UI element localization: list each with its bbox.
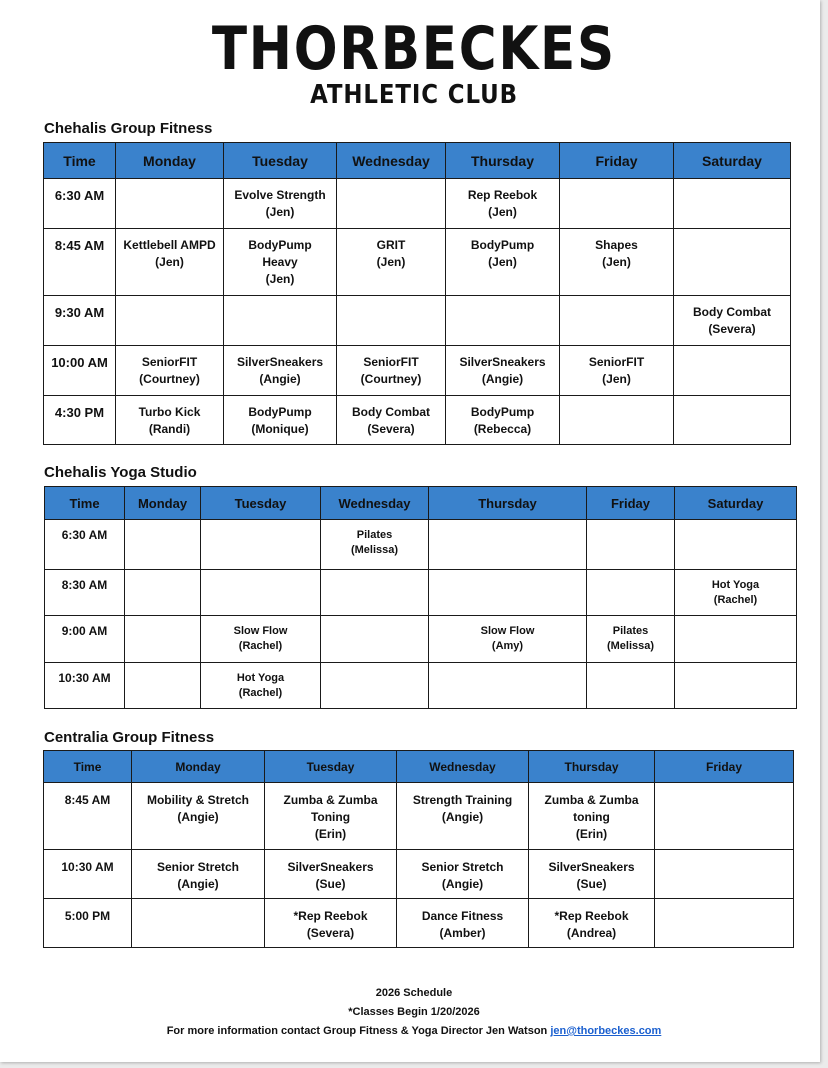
class-cell <box>337 396 446 445</box>
section-title-chehalis-group-fitness: Chehalis Group Fitness <box>44 120 213 137</box>
class-cell-line: BodyPump <box>470 238 535 252</box>
class-cell <box>224 179 337 229</box>
empty-cell <box>560 296 674 346</box>
empty-cell <box>125 570 201 616</box>
time-cell: 8:45 AM <box>44 783 132 850</box>
empty-cell <box>116 296 224 346</box>
class-cell <box>337 346 446 396</box>
class-cell-line: (Monique) <box>251 422 309 436</box>
class-cell <box>321 520 429 570</box>
class-cell-line: BodyPump <box>248 238 312 252</box>
class-cell-line: (Jen) <box>602 255 631 269</box>
empty-cell <box>429 520 587 570</box>
class-cell <box>397 783 529 850</box>
empty-cell <box>321 663 429 709</box>
empty-cell <box>655 899 794 948</box>
class-cell-line: Pilates <box>612 625 649 637</box>
class-cell-line: (Amber) <box>439 926 486 940</box>
empty-cell <box>674 396 791 445</box>
empty-cell <box>125 663 201 709</box>
time-cell: 10:30 AM <box>44 850 132 899</box>
empty-cell <box>321 616 429 663</box>
column-header-friday: Friday <box>560 143 674 179</box>
table-row <box>45 616 797 663</box>
class-cell-line: SilverSneakers <box>459 355 546 369</box>
time-cell: 5:00 PM <box>44 899 132 948</box>
table-row <box>44 296 791 346</box>
class-cell-line: (Jen) <box>155 255 184 269</box>
column-header-tuesday: Tuesday <box>201 487 321 520</box>
class-cell-line: Mobility & Stretch <box>146 793 249 807</box>
class-cell-line: Senior Stretch <box>156 860 240 874</box>
class-cell-line: Turbo Kick <box>138 405 201 419</box>
time-cell: 6:30 AM <box>44 179 116 229</box>
table-row <box>44 346 791 396</box>
table-header-row <box>45 487 797 520</box>
column-header-tuesday: Tuesday <box>224 143 337 179</box>
centralia-group-fitness-table <box>43 750 794 948</box>
class-cell-line: Zumba & Zumba <box>283 793 378 807</box>
contact-email-link[interactable]: jen@thorbeckes.com <box>550 1025 662 1037</box>
class-cell <box>265 783 397 850</box>
empty-cell <box>587 520 675 570</box>
empty-cell <box>116 179 224 229</box>
class-cell-line: Zumba & Zumba <box>544 793 639 807</box>
empty-cell <box>674 229 791 296</box>
class-cell-line: GRIT <box>376 238 406 252</box>
class-cell-line: (Randi) <box>148 422 191 436</box>
class-cell-line: SeniorFIT <box>363 355 419 369</box>
section-title-centralia-group-fitness: Centralia Group Fitness <box>44 729 215 746</box>
class-cell-line: (Melissa) <box>606 640 655 652</box>
class-cell-line: SeniorFIT <box>588 355 645 369</box>
class-cell-line: (Andrea) <box>566 926 617 940</box>
class-cell-line: (Sue) <box>315 877 346 891</box>
empty-cell <box>674 179 791 229</box>
class-cell-line: Kettlebell AMPD <box>123 238 216 252</box>
table-row <box>45 520 797 570</box>
time-cell: 4:30 PM <box>44 396 116 445</box>
class-cell-line: (Angie) <box>481 372 524 386</box>
class-cell-line: Dance Fitness <box>421 909 504 923</box>
class-cell <box>446 229 560 296</box>
table-header-row <box>44 751 794 783</box>
empty-cell <box>201 570 321 616</box>
table-row <box>45 663 797 709</box>
time-cell: 6:30 AM <box>45 520 125 570</box>
club-logo <box>0 16 828 110</box>
empty-cell <box>201 520 321 570</box>
empty-cell <box>655 850 794 899</box>
class-cell-line: Heavy <box>262 255 298 269</box>
column-header-friday: Friday <box>587 487 675 520</box>
empty-cell <box>132 899 265 948</box>
class-cell-line: Rep Reebok <box>467 188 538 202</box>
column-header-wednesday: Wednesday <box>337 143 446 179</box>
class-cell-line: BodyPump <box>470 405 535 419</box>
class-cell-line: (Rachel) <box>238 640 283 652</box>
table-row <box>44 783 794 850</box>
class-cell <box>265 850 397 899</box>
class-cell-line: *Rep Reebok <box>293 909 368 923</box>
class-cell <box>674 296 791 346</box>
table-row <box>44 396 791 445</box>
column-header-saturday: Saturday <box>674 143 791 179</box>
class-cell <box>529 783 655 850</box>
empty-cell <box>446 296 560 346</box>
class-cell-line: (Jen) <box>265 272 295 286</box>
empty-cell <box>675 663 797 709</box>
column-header-time: Time <box>45 487 125 520</box>
table-row <box>44 229 791 296</box>
class-cell-line: Body Combat <box>352 405 430 419</box>
class-cell-line: (Melissa) <box>350 544 399 556</box>
time-cell: 10:30 AM <box>45 663 125 709</box>
class-cell-line: Slow Flow <box>233 625 288 637</box>
column-header-monday: Monday <box>132 751 265 783</box>
class-cell <box>201 663 321 709</box>
class-cell-line: (Jen) <box>488 255 517 269</box>
class-cell <box>675 570 797 616</box>
class-cell-line: (Jen) <box>265 205 295 219</box>
class-cell <box>132 783 265 850</box>
empty-cell <box>587 663 675 709</box>
class-cell <box>224 229 337 296</box>
column-header-thursday: Thursday <box>529 751 655 783</box>
class-cell <box>116 229 224 296</box>
class-cell-line: Shapes <box>595 238 638 252</box>
column-header-saturday: Saturday <box>675 487 797 520</box>
class-cell-line: (Severa) <box>367 422 415 436</box>
class-cell <box>446 346 560 396</box>
time-cell: 8:45 AM <box>44 229 116 296</box>
class-cell-line: SilverSneakers <box>236 355 324 369</box>
table-row <box>44 179 791 229</box>
empty-cell <box>655 783 794 850</box>
class-cell-line: SilverSneakers <box>287 860 374 874</box>
time-cell: 8:30 AM <box>45 570 125 616</box>
empty-cell <box>125 616 201 663</box>
table-row <box>44 899 794 948</box>
class-cell <box>560 229 674 296</box>
empty-cell <box>429 663 587 709</box>
schedule-footer <box>0 984 828 1041</box>
empty-cell <box>675 616 797 663</box>
class-cell-line: (Angie) <box>177 810 219 824</box>
class-cell-line: BodyPump <box>248 405 312 419</box>
class-cell-line: (Angie) <box>259 372 301 386</box>
column-header-friday: Friday <box>655 751 794 783</box>
empty-cell <box>337 296 446 346</box>
class-cell-line: Pilates <box>356 529 393 541</box>
empty-cell <box>224 296 337 346</box>
class-cell-line: Hot Yoga <box>236 672 285 684</box>
class-cell-line: (Angie) <box>177 877 219 891</box>
class-cell-line: (Angie) <box>441 810 484 824</box>
class-cell-line: *Rep Reebok <box>554 909 629 923</box>
class-cell <box>265 899 397 948</box>
class-cell-line: Toning <box>310 810 351 824</box>
empty-cell <box>587 570 675 616</box>
class-cell-line: (Rachel) <box>713 594 758 606</box>
column-header-thursday: Thursday <box>446 143 560 179</box>
empty-cell <box>429 570 587 616</box>
class-cell-line: (Sue) <box>576 877 607 891</box>
class-cell-line: (Angie) <box>441 877 484 891</box>
empty-cell <box>674 346 791 396</box>
column-header-monday: Monday <box>125 487 201 520</box>
class-cell-line: (Severa) <box>306 926 355 940</box>
class-cell <box>529 850 655 899</box>
class-cell <box>337 229 446 296</box>
class-cell-line: (Jen) <box>376 255 406 269</box>
empty-cell <box>560 396 674 445</box>
table-row <box>45 570 797 616</box>
empty-cell <box>560 179 674 229</box>
logo-title: THORBECKES <box>211 14 617 84</box>
chehalis-yoga-studio-table <box>44 486 797 709</box>
class-cell <box>116 346 224 396</box>
class-cell-line: Slow Flow <box>480 625 535 637</box>
time-cell: 10:00 AM <box>44 346 116 396</box>
contact-text: For more information contact Group Fitness & Yoga Director Jen Watson <box>166 1025 548 1037</box>
class-cell <box>116 396 224 445</box>
column-header-time: Time <box>44 751 132 783</box>
class-cell-line: toning <box>573 810 610 824</box>
column-header-monday: Monday <box>116 143 224 179</box>
class-cell-line: SeniorFIT <box>141 355 198 369</box>
class-cell-line: Strength Training <box>412 793 513 807</box>
class-cell <box>587 616 675 663</box>
class-cell <box>446 396 560 445</box>
logo-subtitle: ATHLETIC CLUB <box>310 80 518 110</box>
empty-cell <box>125 520 201 570</box>
class-cell-line: (Jen) <box>488 205 517 219</box>
section-title-chehalis-yoga-studio: Chehalis Yoga Studio <box>44 464 197 481</box>
column-header-wednesday: Wednesday <box>321 487 429 520</box>
time-cell: 9:30 AM <box>44 296 116 346</box>
contact-line <box>0 1022 828 1041</box>
class-cell <box>560 346 674 396</box>
time-cell: 9:00 AM <box>45 616 125 663</box>
class-cell-line: (Erin) <box>575 827 608 841</box>
class-cell-line: Evolve Strength <box>234 188 326 202</box>
column-header-wednesday: Wednesday <box>397 751 529 783</box>
column-header-thursday: Thursday <box>429 487 587 520</box>
class-cell-line: (Jen) <box>602 372 631 386</box>
class-cell <box>397 899 529 948</box>
table-row <box>44 850 794 899</box>
class-cell-line: (Courtney) <box>139 372 200 386</box>
chehalis-group-fitness-table <box>43 142 791 445</box>
table-header-row <box>44 143 791 179</box>
class-cell-line: Body Combat <box>693 305 771 319</box>
class-cell <box>446 179 560 229</box>
class-cell <box>529 899 655 948</box>
class-cell <box>224 346 337 396</box>
class-cell <box>429 616 587 663</box>
empty-cell <box>337 179 446 229</box>
class-cell-line: Senior Stretch <box>421 860 504 874</box>
class-cell <box>132 850 265 899</box>
classes-begin-note: *Classes Begin 1/20/2026 <box>348 1006 480 1018</box>
schedule-year: 2026 Schedule <box>375 987 453 999</box>
class-cell-line: (Rachel) <box>238 687 283 699</box>
class-cell <box>397 850 529 899</box>
class-cell <box>201 616 321 663</box>
class-cell-line: (Amy) <box>491 640 524 652</box>
column-header-tuesday: Tuesday <box>265 751 397 783</box>
class-cell-line: SilverSneakers <box>548 860 635 874</box>
column-header-time: Time <box>44 143 116 179</box>
empty-cell <box>321 570 429 616</box>
class-cell-line: (Rebecca) <box>473 422 532 436</box>
class-cell-line: (Courtney) <box>360 372 422 386</box>
empty-cell <box>675 520 797 570</box>
class-cell-line: (Severa) <box>708 322 756 336</box>
class-cell-line: Hot Yoga <box>711 579 760 591</box>
class-cell <box>224 396 337 445</box>
class-cell-line: (Erin) <box>314 827 347 841</box>
